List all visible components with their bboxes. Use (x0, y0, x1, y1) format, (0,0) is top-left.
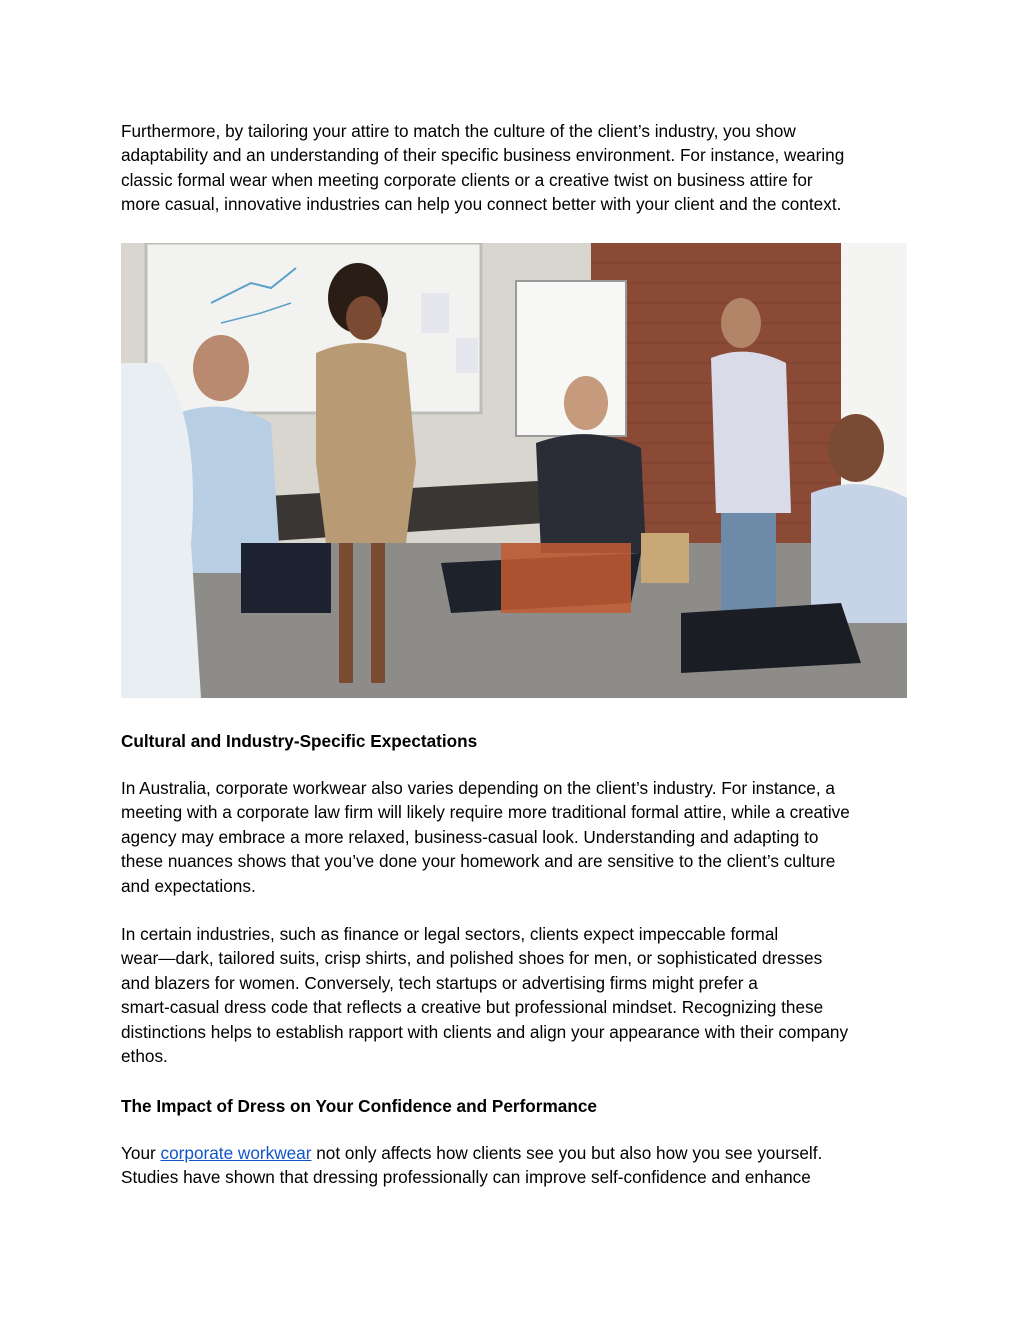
industries-paragraph: In certain industries, such as finance or legal sectors, clients expect impeccable formal wear—dark, tailored suits, crisp shirts, and polished shoes for men, or sophisticated dresses and blazers for women. Conversely, tech startups or advertising firms might prefer a smart-casual dress code that reflects a creative but professional mindset. Recognizing these distinctions helps to establish rapport with clients and align your appearance with their company ethos. (121, 924, 849, 1067)
impact-heading: The Impact of Dress on Your Confidence and Performance (121, 1096, 597, 1116)
corporate-workwear-link[interactable]: corporate workwear (160, 1143, 312, 1163)
impact-text-rest: not only affects how clients see you but also how you see yourself. Studies have shown that dressing professionally can improve self-confidence and enhance (121, 1143, 823, 1188)
impact-text-start: Your (121, 1143, 161, 1163)
australia-paragraph: In Australia, corporate workwear also varies depending on the client’s industry. For instance, a meeting with a corporate law firm will likely require more traditional formal attire, while a creative agency may embrace a more relaxed, business-casual look. Understanding and adapting to these nuances shows that you’ve done your homework and are sensitive to the client’s culture and expectations. (121, 778, 850, 896)
cultural-expectations-heading: Cultural and Industry-Specific Expectations (121, 731, 478, 751)
meeting-photo (121, 243, 907, 698)
intro-paragraph: Furthermore, by tailoring your attire to match the culture of the client’s industry, you show adaptability and an understanding of their specific business environment. For instance, wearing classic formal wear when meeting corporate clients or a creative twist on business attire for more casual, innovative industries can help you connect better with your client and the context. (121, 121, 845, 215)
impact-paragraph (121, 1141, 911, 1190)
